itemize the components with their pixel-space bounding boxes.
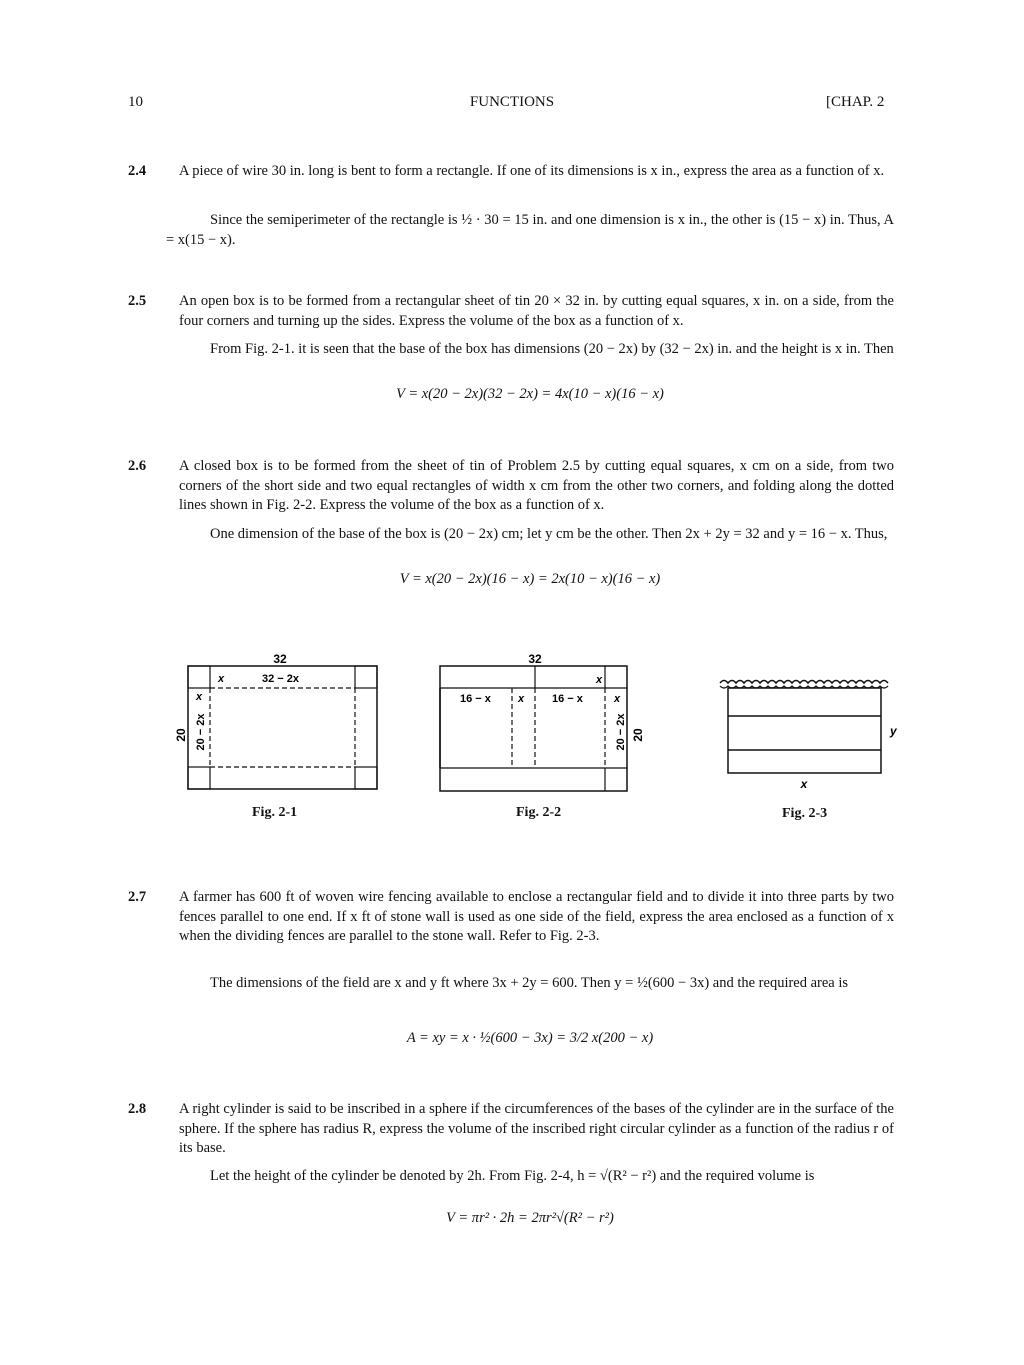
problem-number: 2.4: [128, 163, 147, 179]
fig2-label-inner-right: 20 − 2x: [615, 713, 627, 751]
fig2-label-side-x: x: [614, 693, 621, 705]
fig2-label-top: 32: [528, 652, 542, 666]
problem-number: 2.5: [128, 293, 147, 309]
equation: V = πr² · 2h = 2πr²√(R² − r²): [446, 1210, 614, 1226]
fig3-label-x: x: [800, 777, 808, 791]
running-title: FUNCTIONS: [469, 94, 555, 110]
problem-number: 2.7: [128, 889, 147, 905]
problem-number: 2.6: [128, 458, 147, 474]
fig2-label-seg-left: 16 − x: [460, 693, 491, 705]
figure-caption: Fig. 2-1: [252, 805, 298, 820]
stone-wall-icon: [720, 681, 888, 684]
problem-statement: A piece of wire 30 in. long is bent to form a rectangle. If one of its dimensions is x in., express the area as a function of x.: [179, 163, 885, 179]
problem-number: 2.8: [128, 1101, 147, 1117]
problem-statement: An open box is to be formed from a rectangular sheet of tin 20 × 32 in. by cutting equal squares, x in. on a side, from the four corners and turning up the sides. Express the volume of the box as a function of x.: [179, 293, 894, 329]
problem-solution: The dimensions of the field are x and y ft where 3x + 2y = 600. Then y = ½(600 − 3x) and the required area is: [210, 975, 849, 991]
problem-solution: One dimension of the base of the box is (20 − 2x) cm; let y cm be the other. Then 2x + 2y = 32 and y = 16 − x. Thus,: [210, 526, 888, 542]
figure-caption: Fig. 2-3: [782, 806, 828, 821]
problem-solution: From Fig. 2-1. it is seen that the base of the box has dimensions (20 − 2x) by (32 − 2x) in. and the height is x in. Then: [210, 341, 894, 357]
fig2-label-seg-right: 16 − x: [552, 693, 583, 705]
figures-row: [0, 640, 1024, 830]
fig2-label-seg-mid: x: [518, 693, 525, 705]
page-number: 10: [128, 94, 143, 110]
chapter-label: [CHAP. 2: [826, 94, 885, 110]
equation: A = xy = x · ½(600 − 3x) = 3/2 x(200 − x): [406, 1030, 654, 1046]
problem-solution: Let the height of the cylinder be denoted by 2h. From Fig. 2-4, h = √(R² − r²) and the required volume is: [210, 1168, 815, 1184]
problem-statement: A farmer has 600 ft of woven wire fencing available to enclose a rectangular field and to divide it into three parts by two fences parallel to one end. If x ft of stone wall is used as one side of the field, express the area enclosed as a function of x when the dividing fences are parallel to the stone wall. Refer to Fig. 2-3.: [179, 889, 894, 944]
fig1-label-side-corner: x: [196, 691, 203, 703]
fig1-label-top: 32: [273, 652, 287, 666]
equation: V = x(20 − 2x)(32 − 2x) = 4x(10 − x)(16 − x): [396, 386, 664, 402]
figure-caption: Fig. 2-2: [516, 805, 562, 820]
fig2-label-corner: x: [596, 674, 603, 686]
problem-statement: A closed box is to be formed from the sheet of tin of Problem 2.5 by cutting equal squares, x cm on a side, from two corners of the short side and two equal rectangles of width x cm from the other two corners, and folding along the dotted lines shown in Fig. 2-2. Express the volume of the box as a function of x.: [179, 458, 894, 513]
problem-solution: Since the semiperimeter of the rectangle is ½ · 30 = 15 in. and one dimension is x in., the other is (15 − x) in. Thus, A = x(15 − x).: [166, 212, 894, 248]
fig1-label-corner: x: [218, 673, 225, 685]
fig2-label-right: 20: [631, 728, 645, 742]
fig-2-3-diagram: [720, 681, 888, 774]
equation: V = x(20 − 2x)(16 − x) = 2x(10 − x)(16 − x): [399, 571, 661, 587]
fig1-label-inner-top: 32 − 2x: [262, 673, 300, 685]
fig1-label-left: 20: [174, 728, 188, 742]
problem-statement: A right cylinder is said to be inscribed in a sphere if the circumferences of the bases of the cylinder are in the surface of the sphere. If the sphere has radius R, express the volume of the inscribed right circular cylinder as a function of the radius r of its base.: [179, 1101, 894, 1156]
fig3-label-y: y: [890, 724, 897, 738]
fig1-label-inner-left: 20 − 2x: [195, 713, 207, 751]
